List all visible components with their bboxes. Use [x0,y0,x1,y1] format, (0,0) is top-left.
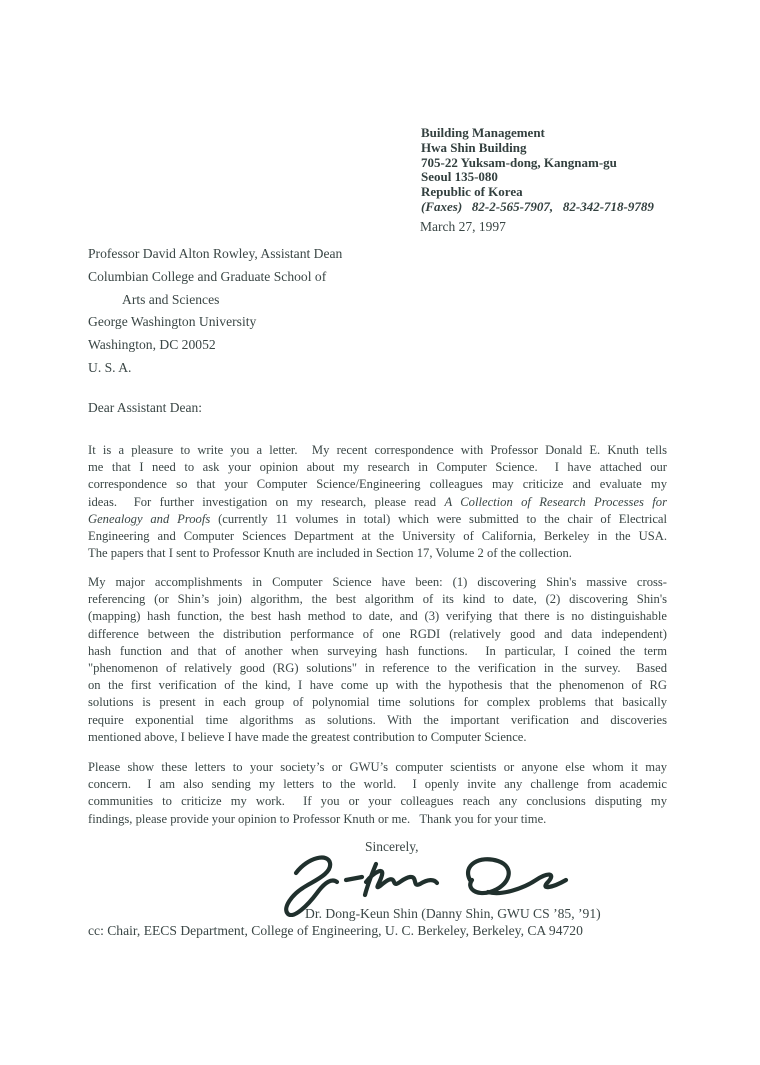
date-line: March 27, 1997 [420,219,506,234]
body-line [88,494,667,511]
body-text-segment: correspondence so that your Computer Science/Engineering colleagues may criticize and evaluate my [88,477,667,492]
paragraph-2 [88,574,667,746]
typed-name-line: Dr. Dong-Keun Shin (Danny Shin, GWU CS ’85, ’91) [305,906,601,921]
body-line [88,694,667,711]
salutation: Dear Assistant Dean: [88,400,202,415]
body-text-segment: on the first verification of the kind, I have come up with the hypothesis that the phenomenon of RG [88,678,667,693]
recipient-address-line: Columbian College and Graduate School of [88,268,327,284]
body-line [88,759,667,776]
recipient-address-line: George Washington University [88,314,257,330]
body-text-segment: mentioned above, I believe I have made the greatest contribution to Computer Science. [88,729,527,744]
body-text-segment: difference between the distribution performance of one RGDI (relatively good and data independent) [88,626,667,641]
sender-address-line: Hwa Shin Building [421,139,527,155]
body-text-segment: concern. I am also sending my letters to the world. I openly invite any challenge from academic [88,777,667,792]
body-line [88,729,667,746]
body-text-segment: findings, please provide your opinion to Professor Knuth or me. Thank you for your time. [88,811,547,826]
signature-stroke-hyphen [346,877,362,880]
recipient-address-block [88,243,342,380]
closing-sincerely: Sincerely, [365,839,419,854]
body-line [88,776,667,793]
body-text-segment: A Collection of Research Processes for [444,494,668,509]
recipient-address-line: Professor David Alton Rowley, Assistant Dean [88,246,343,261]
body-line [88,811,667,828]
body-line [88,545,667,562]
body-line [88,591,667,608]
body-text-segment: communities to criticize my work. If you or your colleagues reach any conclusions disputing my [88,794,667,809]
sender-address-line: Building Management [421,125,545,140]
body-text-segment: solutions is present in each group of polynomial time solutions for complex problems that basically [88,695,667,710]
body-line [88,643,667,660]
body-text-segment: ideas. For further investigation on my research, please read [88,494,445,509]
body-line [88,574,667,591]
cc-line: cc: Chair, EECS Department, College of Engineering, U. C. Berkeley, Berkeley, CA 94720 [88,923,583,938]
body-line [88,528,667,545]
body-text-segment: Engineering and Computer Sciences Department at the University of California, Berkeley in the USA. [88,529,667,544]
body-text-segment: It is a pleasure to write you a letter. My recent correspondence with Professor Donald E. Knuth tells [88,443,667,457]
body-line [88,626,667,643]
body-line [88,476,667,493]
body-text-segment: Genealogy and Proofs [88,511,211,526]
sender-address-line: 705-22 Yuksam-dong, Kangnam-gu [421,154,617,170]
sender-address-lines [421,126,654,200]
body-line [88,459,667,476]
body-text-segment: hash function and that of another when surveying hash functions. In particular, I coined the term [88,643,667,658]
body-text-segment: My major accomplishments in Computer Science have been: (1) discovering Shin's massive cross- [88,575,667,589]
sender-address-line: Republic of Korea [421,184,523,200]
body-text-segment: (mapping) hash function, the best hash method to date, and (3) verifying that there is no distinguishable [88,609,667,624]
paragraph-1 [88,442,667,562]
body-line [88,677,667,694]
body-text-segment: The papers that I sent to Professor Knuth are included in Section 17, Volume 2 of the collection. [88,546,572,561]
body-text-segment: Please show these letters to your society’s or GWU’s computer scientists or anyone else whom it may [88,760,667,774]
sender-address-line: Seoul 135-080 [421,169,498,185]
sender-address-block [421,126,654,215]
sender-fax-line: (Faxes) 82-2-565-7907, 82-342-718-9789 [421,198,654,214]
body-text-segment: require exponential time algorithms as solutions. With the important verification and discoveries [88,712,667,727]
signature-stroke-shin [468,859,566,893]
body-line [88,511,667,528]
recipient-address-line: Arts and Sciences [122,291,220,307]
body-text-segment: "phenomenon of relatively good (RG) solutions" in reference to the verification in the survey. Based [88,661,667,676]
body-line [88,608,667,625]
body-line [88,793,667,810]
body-text-segment: me that I need to ask your opinion about my research in Computer Science. I have attached our [88,460,667,475]
signature-stroke-keun [365,864,437,895]
body-line [88,712,667,729]
body-line [88,442,667,459]
recipient-address-line: Washington, DC 20052 [88,337,216,353]
body-text-segment: (currently 11 volumes in total) which were submitted to the chair of Electrical [210,511,667,526]
body-line [88,660,667,677]
recipient-address-line: U. S. A. [88,359,132,375]
paragraph-3 [88,759,667,828]
body-text-segment: referencing (or Shin’s join) algorithm, the best algorithm of its kind to date, (2) discovering Shin's [88,592,667,607]
